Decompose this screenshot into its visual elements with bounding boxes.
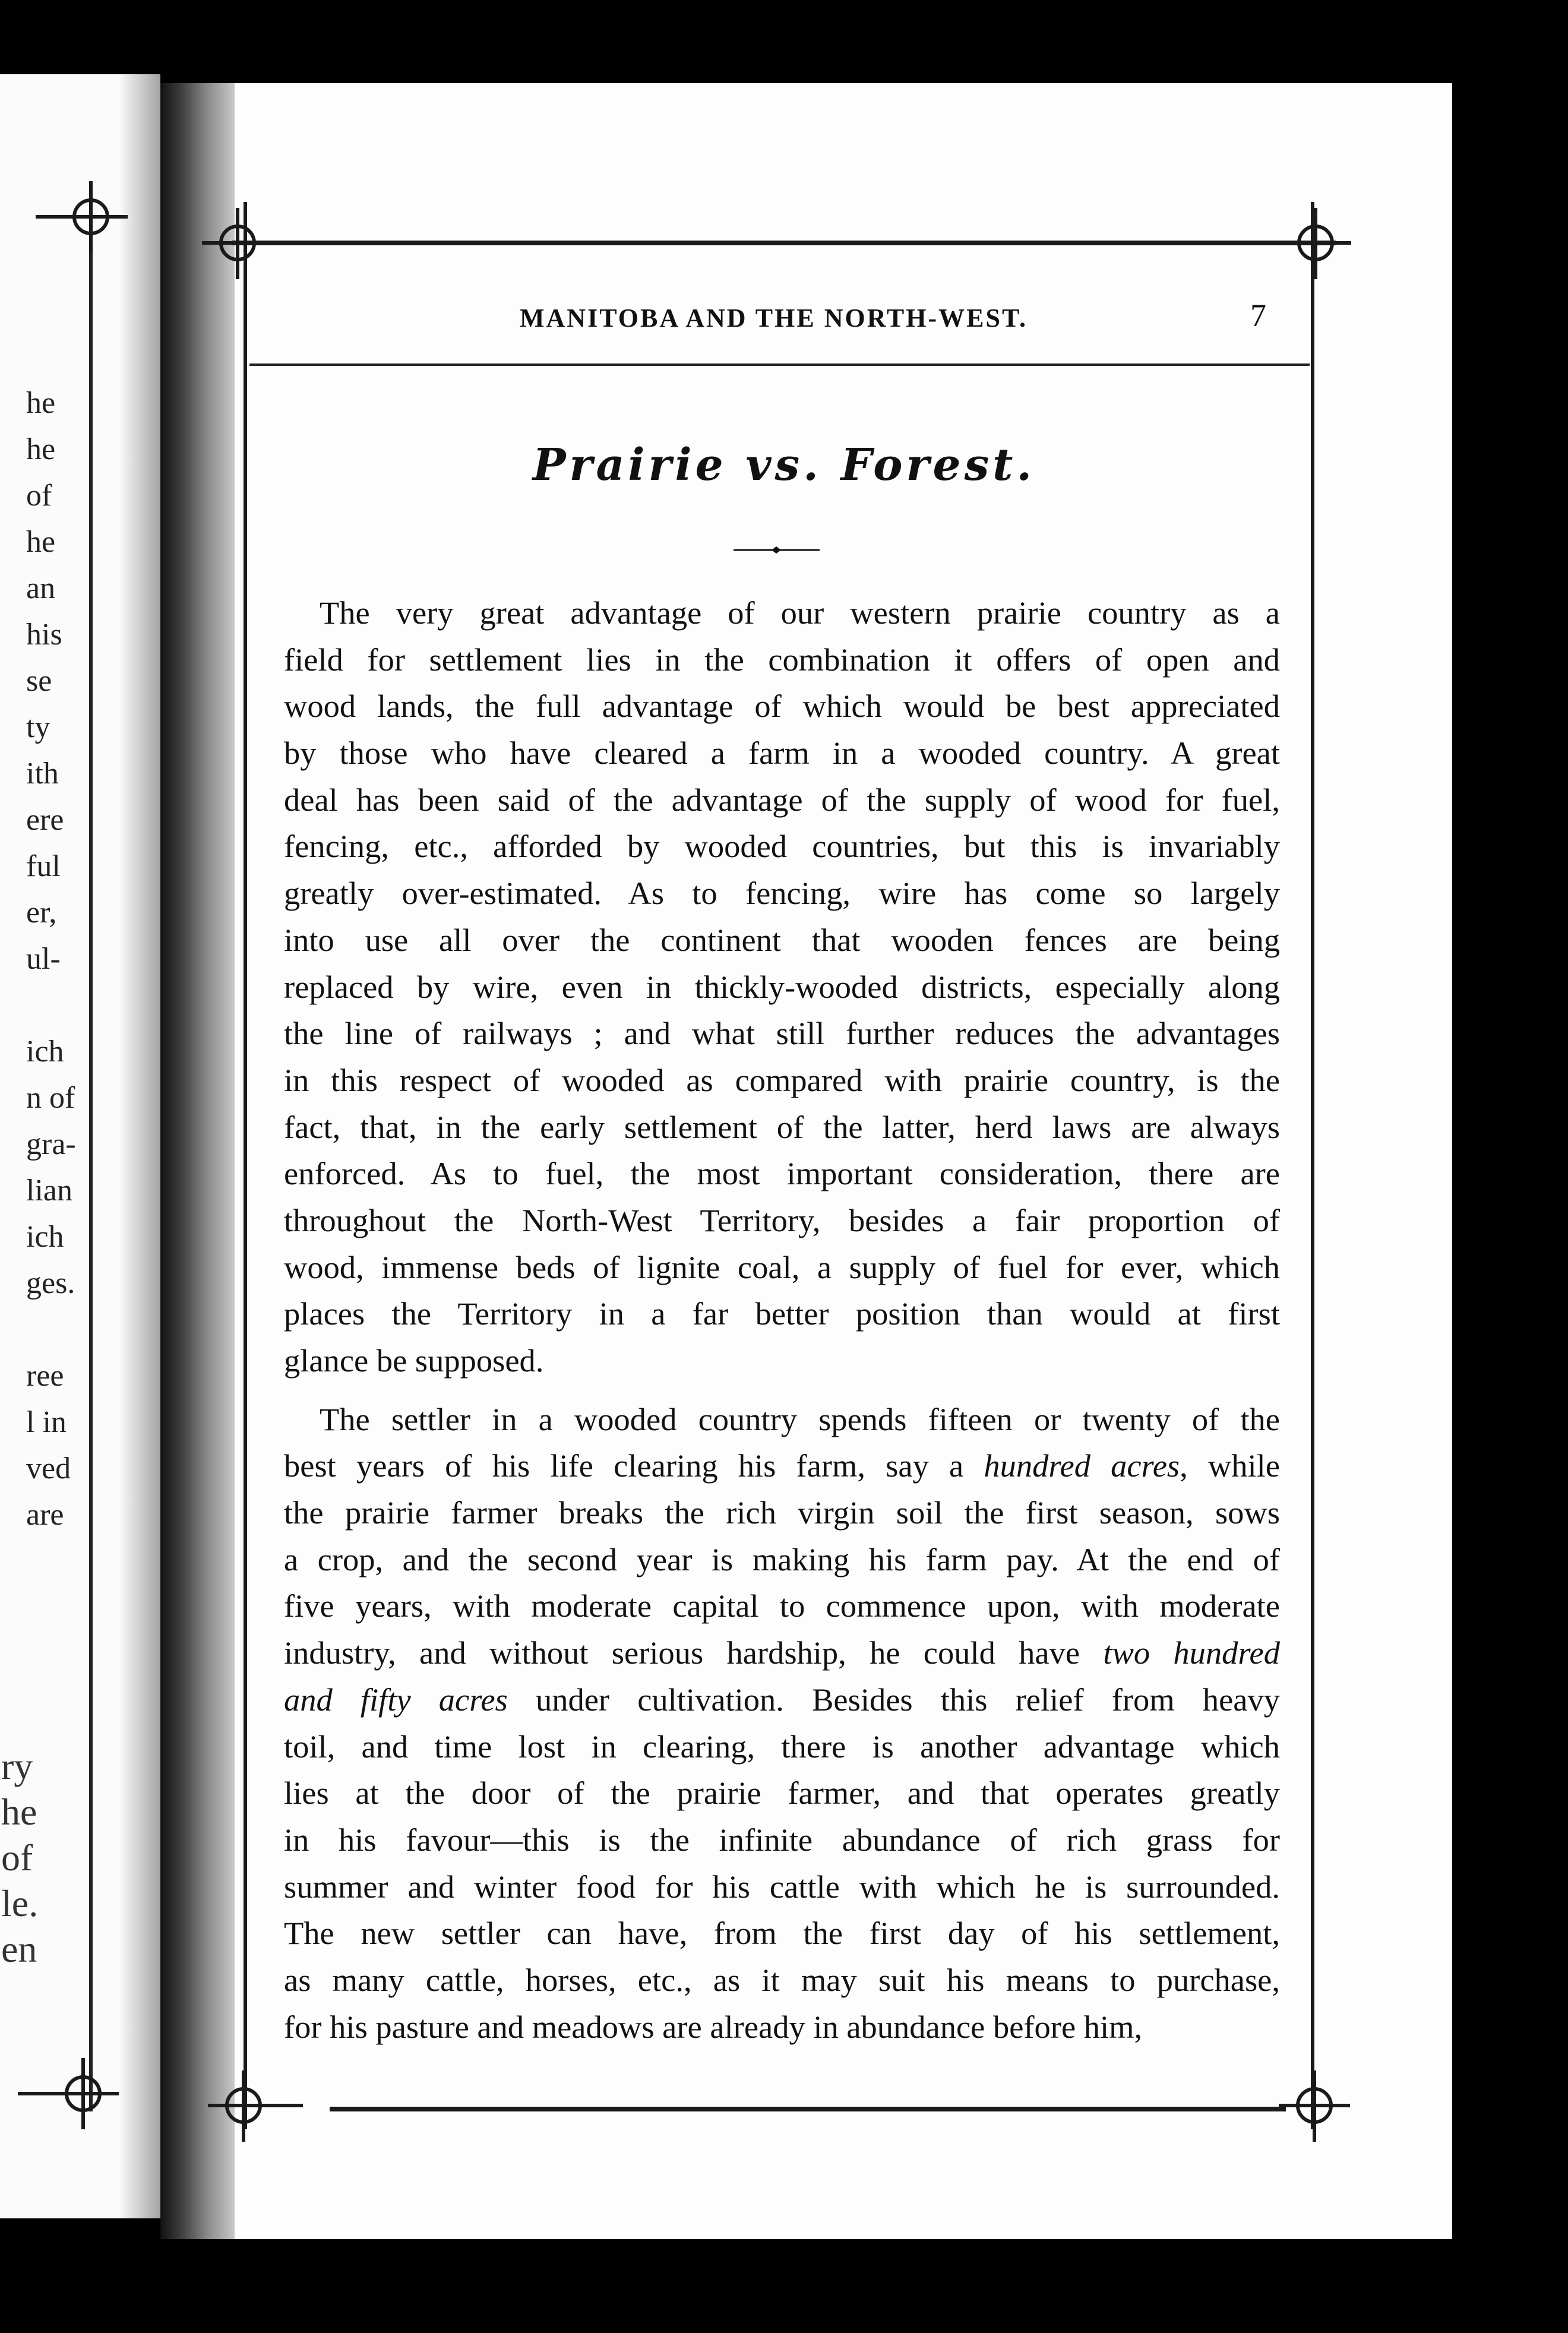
text-line: The settler in a wooded country spends fifteen or twenty of the — [320, 1401, 1280, 1437]
text-line: toil, and time lost in clearing, there is another advantage which — [284, 1728, 1280, 1765]
text-line: and fifty acres under cultivation. Besides this relief from heavy — [284, 1681, 1280, 1718]
text-line: fact, that, in the early settlement of the latter, herd laws are always — [284, 1108, 1280, 1145]
previous-page-fragment-line: er, — [26, 896, 57, 930]
corner-crosshair-icon — [1280, 208, 1351, 279]
text-line: the prairie farmer breaks the rich virgin soil the first season, sows — [284, 1494, 1280, 1531]
previous-page-fragment-line: ich — [26, 1220, 64, 1254]
previous-page-fragment-line: ry — [1, 1745, 33, 1787]
previous-page-fragment-line: are — [26, 1498, 64, 1532]
previous-page-fragment-line: his — [26, 618, 62, 652]
text-line: deal has been said of the advantage of the supply of wood for fuel, — [284, 781, 1280, 818]
text-line: places the Territory in a far better position than would at first — [284, 1295, 1280, 1332]
previous-page-fragment-line: an — [26, 571, 56, 605]
text-line: in his favour—this is the infinite abundance of rich grass for — [284, 1821, 1280, 1858]
previous-page-fragment-line: gra- — [26, 1127, 76, 1161]
previous-page-fragment-line: of — [26, 479, 52, 513]
previous-page-fragment-line: ul- — [26, 942, 61, 976]
previous-page-fragment-line: ty — [26, 710, 50, 744]
previous-page-fragment-line: ree — [26, 1359, 64, 1393]
previous-page-fragment-line: en — [1, 1928, 37, 1970]
previous-page-fragment-line: n of — [26, 1081, 75, 1115]
text-line: lies at the door of the prairie farmer, and that operates greatly — [284, 1775, 1280, 1812]
text-line: for his pasture and meadows are already in abundance before him, — [284, 2008, 1143, 2045]
previous-page-fragment-line: ith — [26, 757, 59, 791]
text-line: replaced by wire, even in thickly-wooded districts, especially along — [284, 968, 1280, 1005]
running-head: MANITOBA AND THE NORTH-WEST. — [520, 304, 1028, 333]
corner-crosshair-icon — [18, 2058, 119, 2129]
corner-crosshair-icon — [208, 2070, 303, 2142]
text-line: in this respect of wooded as compared with prairie country, is the — [284, 1061, 1280, 1098]
text-line: The very great advantage of our western prairie country as a — [320, 595, 1280, 631]
previous-page-fragment-line: he — [26, 432, 56, 466]
previous-page-fragment-line: he — [1, 1791, 37, 1833]
previous-page-fragment-line: ved — [26, 1452, 71, 1485]
header-rule — [249, 363, 1310, 366]
text-line: fencing, etc., afforded by wooded countries, but this is invariably — [284, 828, 1280, 865]
text-line: The new settler can have, from the first day of his settlement, — [284, 1915, 1280, 1952]
paragraph — [284, 1396, 1280, 2051]
paragraph — [284, 590, 1280, 1384]
previous-page-fragment-line: ich — [26, 1035, 64, 1068]
text-line: wood, immense beds of lignite coal, a supply of fuel for ever, which — [284, 1248, 1280, 1285]
text-line: as many cattle, horses, etc., as it may suit his means to purchase, — [284, 1961, 1280, 1998]
text-line: field for settlement lies in the combination it offers of open and — [284, 641, 1280, 678]
previous-page-fragment-line: of — [1, 1836, 33, 1879]
corner-crosshair-icon — [36, 181, 128, 252]
previous-page-fragment-line: he — [26, 525, 56, 559]
previous-page-fragment-line: ere — [26, 803, 64, 837]
previous-page-fragment-line: he — [26, 386, 56, 420]
title-ornament-icon — [734, 546, 820, 554]
previous-page-fragment-line: ges. — [26, 1266, 75, 1300]
page-number: 7 — [1250, 298, 1266, 333]
text-line: into use all over the continent that wooden fences are being — [284, 921, 1280, 958]
text-line: by those who have cleared a farm in a wooded country. A great — [284, 735, 1280, 772]
text-line: best years of his life clearing his farm, say a hundred acres, while — [284, 1447, 1280, 1484]
text-line: throughout the North-West Territory, besides a fair proportion of — [284, 1202, 1280, 1238]
text-line: the line of railways ; and what still further reduces the advantages — [284, 1015, 1280, 1052]
section-title: Prairie vs. Forest. — [532, 440, 1036, 491]
previous-page-fragment-line: lian — [26, 1174, 72, 1207]
previous-page-fragment-line: le. — [1, 1882, 39, 1924]
corner-crosshair-icon — [202, 208, 273, 279]
text-line: industry, and without serious hardship, he could have two hundred — [284, 1635, 1280, 1671]
previous-page-fragment-line: l in — [26, 1405, 67, 1439]
text-line: enforced. As to fuel, the most important consideration, there are — [284, 1155, 1280, 1192]
text-line: wood lands, the full advantage of which would be best appreciated — [284, 688, 1280, 725]
previous-page-fragment-line: ful — [26, 849, 61, 883]
text-line: greatly over-estimated. As to fencing, wire has come so largely — [284, 875, 1280, 912]
text-line: glance be supposed. — [284, 1342, 544, 1379]
previous-page-fragment-line: se — [26, 664, 52, 698]
corner-crosshair-icon — [1279, 2070, 1350, 2142]
text-line: a crop, and the second year is making his farm pay. At the end of — [284, 1541, 1280, 1578]
text-line: summer and winter food for his cattle with which he is surrounded. — [284, 1868, 1280, 1905]
text-line: five years, with moderate capital to commence upon, with moderate — [284, 1588, 1280, 1624]
body-text — [284, 590, 1280, 2050]
